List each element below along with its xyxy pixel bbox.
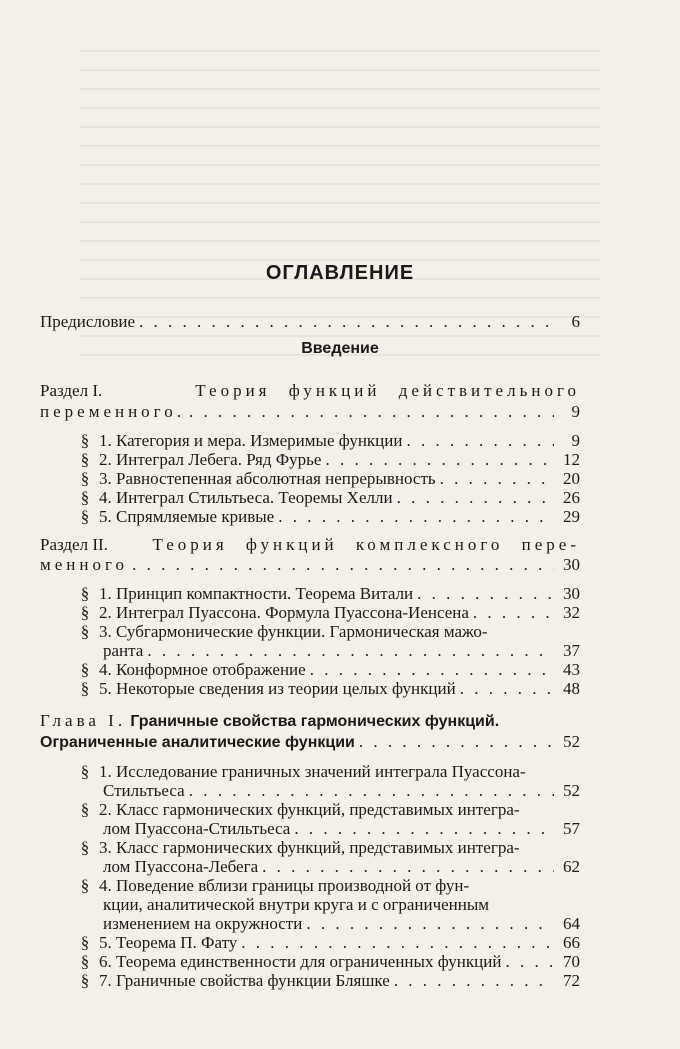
entry-number: 1. — [99, 584, 112, 603]
dot-leader — [310, 660, 554, 680]
dot-leader — [294, 819, 554, 839]
toc-entry[interactable] — [75, 933, 580, 953]
entry-number: 4. — [99, 488, 112, 507]
entry-page: 57 — [563, 819, 580, 838]
entry-page: 6 — [571, 312, 580, 331]
section-sign: § — [80, 800, 90, 819]
entry-number: 1. — [99, 431, 112, 450]
toc-entry[interactable] — [75, 952, 580, 972]
entry-page: 70 — [563, 952, 580, 971]
toc-entry-first-line[interactable] — [75, 876, 580, 896]
section-sign: § — [80, 431, 90, 450]
section-sign: § — [80, 469, 90, 488]
entry-page: 72 — [563, 971, 580, 990]
section-sign: § — [80, 762, 90, 781]
entry-number: 5. — [99, 679, 112, 698]
toc-entry[interactable] — [75, 431, 580, 451]
dot-leader — [189, 781, 554, 801]
entry-number: 3. — [99, 838, 112, 857]
dot-leader — [359, 732, 554, 752]
entry-label: Категория и мера. Измеримые функции — [116, 431, 403, 450]
dot-leader — [397, 488, 554, 508]
toc-entry-first-line[interactable] — [75, 762, 580, 782]
entry-page: 52 — [563, 732, 580, 751]
toc-entry-first-line[interactable] — [75, 622, 580, 642]
dot-leader — [417, 584, 554, 604]
toc-entry[interactable] — [75, 488, 580, 508]
entry-number: 4. — [99, 660, 112, 679]
toc-entry[interactable] — [75, 584, 580, 604]
section-sign: § — [80, 507, 90, 526]
toc-entry[interactable] — [103, 781, 580, 801]
toc-entry[interactable] — [75, 679, 580, 699]
chapter-title-cont: Ограниченные аналитические функции — [40, 734, 355, 751]
dot-leader — [394, 971, 554, 991]
entry-page: 32 — [563, 603, 580, 622]
toc-entry-first-line[interactable] — [75, 838, 580, 858]
dot-leader — [473, 603, 554, 623]
section-sign: § — [80, 679, 90, 698]
entry-number: 5. — [99, 933, 112, 952]
toc-entry-mid-line — [103, 895, 580, 915]
dot-leader — [132, 555, 554, 575]
entry-page: 30 — [563, 555, 580, 574]
section-sign: § — [80, 838, 90, 857]
toc-entry[interactable] — [103, 857, 580, 877]
toc-entry[interactable] — [75, 450, 580, 470]
entry-page: 9 — [571, 431, 580, 450]
part1-heading-line1[interactable] — [40, 381, 580, 401]
chapter-title: Граничные свойства гармонических функций. — [130, 713, 500, 730]
section-sign: § — [80, 952, 90, 971]
part2-heading-line2[interactable] — [40, 555, 580, 575]
dot-leader — [306, 914, 554, 934]
entry-page: 43 — [563, 660, 580, 679]
entry-page: 20 — [563, 469, 580, 488]
entry-number: 2. — [99, 603, 112, 622]
part2-heading-line1[interactable] — [40, 535, 580, 555]
dot-leader — [147, 641, 554, 661]
entry-label: Принцип компактности. Теорема Витали — [116, 584, 414, 603]
toc-entry[interactable] — [75, 660, 580, 680]
part-title-cont: переменного. — [40, 402, 185, 421]
dot-leader — [262, 857, 554, 877]
entry-label: Интеграл Пуассона. Формула Пуассона-Иенсена — [116, 603, 469, 622]
entry-number: 2. — [99, 800, 112, 819]
entry-label: Исследование граничных значений интеграла Пуассона- — [116, 762, 526, 781]
entry-page: 12 — [563, 450, 580, 469]
entry-number: 3. — [99, 622, 112, 641]
entry-page: 66 — [563, 933, 580, 952]
entry-label-cont: изменением на окружности — [103, 914, 303, 933]
section-heading-intro: Введение — [301, 340, 379, 357]
entry-label: Класс гармонических функций, представимых интегра- — [116, 800, 520, 819]
entry-label: Граничные свойства функции Бляшке — [116, 971, 390, 990]
part-title: Теория функций комплексного пере- — [152, 535, 580, 554]
section-sign: § — [80, 971, 90, 990]
part-prefix: Раздел II. — [40, 535, 108, 554]
toc-entry-first-line[interactable] — [75, 800, 580, 820]
entry-number: 3. — [99, 469, 112, 488]
entry-label-cont: лом Пуассона-Стильтьеса — [103, 819, 291, 838]
entry-page: 64 — [563, 914, 580, 933]
entry-label: Интеграл Лебега. Ряд Фурье — [116, 450, 322, 469]
dot-leader — [505, 952, 554, 972]
chapter1-heading-line1[interactable] — [40, 711, 580, 731]
part1-heading-line2[interactable] — [40, 402, 580, 422]
toc-entry[interactable] — [75, 507, 580, 527]
dot-leader — [139, 312, 554, 332]
dot-leader — [440, 469, 554, 489]
entry-label: Класс гармонических функций, представимых интегра- — [116, 838, 520, 857]
toc-entry[interactable] — [103, 641, 580, 661]
chapter-prefix: Глава I. — [40, 711, 127, 730]
entry-label: Поведение вблизи границы производной от фун- — [116, 876, 470, 895]
entry-page: 30 — [563, 584, 580, 603]
section-sign: § — [80, 933, 90, 952]
entry-label: Интеграл Стильтьеса. Теоремы Хелли — [116, 488, 393, 507]
toc-entry[interactable] — [103, 819, 580, 839]
entry-label: Спрямляемые кривые — [116, 507, 275, 526]
entry-label: Теорема единственности для ограниченных функций — [116, 952, 502, 971]
entry-page: 62 — [563, 857, 580, 876]
entry-page: 48 — [563, 679, 580, 698]
section-sign: § — [80, 584, 90, 603]
entry-label: Субгармонические функции. Гармоническая мажо- — [116, 622, 488, 641]
entry-page: 52 — [563, 781, 580, 800]
entry-label: Некоторые сведения из теории целых функций — [116, 679, 456, 698]
page-title: ОГЛАВЛЕНИЕ — [265, 262, 415, 284]
part-prefix: Раздел I. — [40, 381, 103, 400]
section-sign: § — [80, 660, 90, 679]
dot-leader — [460, 679, 554, 699]
entry-number: 6. — [99, 952, 112, 971]
section-sign: § — [80, 450, 90, 469]
dot-leader — [189, 402, 554, 422]
entry-page: 37 — [563, 641, 580, 660]
section-sign: § — [80, 622, 90, 641]
entry-label: Теорема П. Фату — [116, 933, 238, 952]
entry-number: 4. — [99, 876, 112, 895]
part-title-cont: менного — [40, 555, 129, 574]
entry-label-cont: Стильтьеса — [103, 781, 185, 800]
part-title: Теория функций действительного — [195, 381, 580, 400]
entry-label: Предисловие — [40, 312, 136, 331]
entry-label-cont: кции, аналитической внутри круга и с ограниченным — [103, 895, 490, 914]
section-sign: § — [80, 488, 90, 507]
entry-number: 1. — [99, 762, 112, 781]
dot-leader — [325, 450, 554, 470]
entry-label-cont: ранта — [103, 641, 144, 660]
entry-label-cont: лом Пуассона-Лебега — [103, 857, 259, 876]
entry-page: 29 — [563, 507, 580, 526]
dot-leader — [278, 507, 554, 527]
entry-page: 26 — [563, 488, 580, 507]
entry-label: Конформное отображение — [116, 660, 306, 679]
entry-number: 7. — [99, 971, 112, 990]
dot-leader — [406, 431, 554, 451]
section-sign: § — [80, 876, 90, 895]
chapter1-heading-line2[interactable] — [40, 732, 580, 752]
entry-page: 9 — [571, 402, 580, 421]
entry-number: 5. — [99, 507, 112, 526]
toc-entry[interactable] — [75, 971, 580, 991]
toc-entry-preface[interactable] — [40, 312, 580, 332]
toc-entry[interactable] — [103, 914, 580, 934]
toc-entry[interactable] — [75, 603, 580, 623]
dot-leader — [241, 933, 554, 953]
toc-entry[interactable] — [75, 469, 580, 489]
entry-label: Равностепенная абсолютная непрерывность — [116, 469, 436, 488]
entry-number: 2. — [99, 450, 112, 469]
section-sign: § — [80, 603, 90, 622]
